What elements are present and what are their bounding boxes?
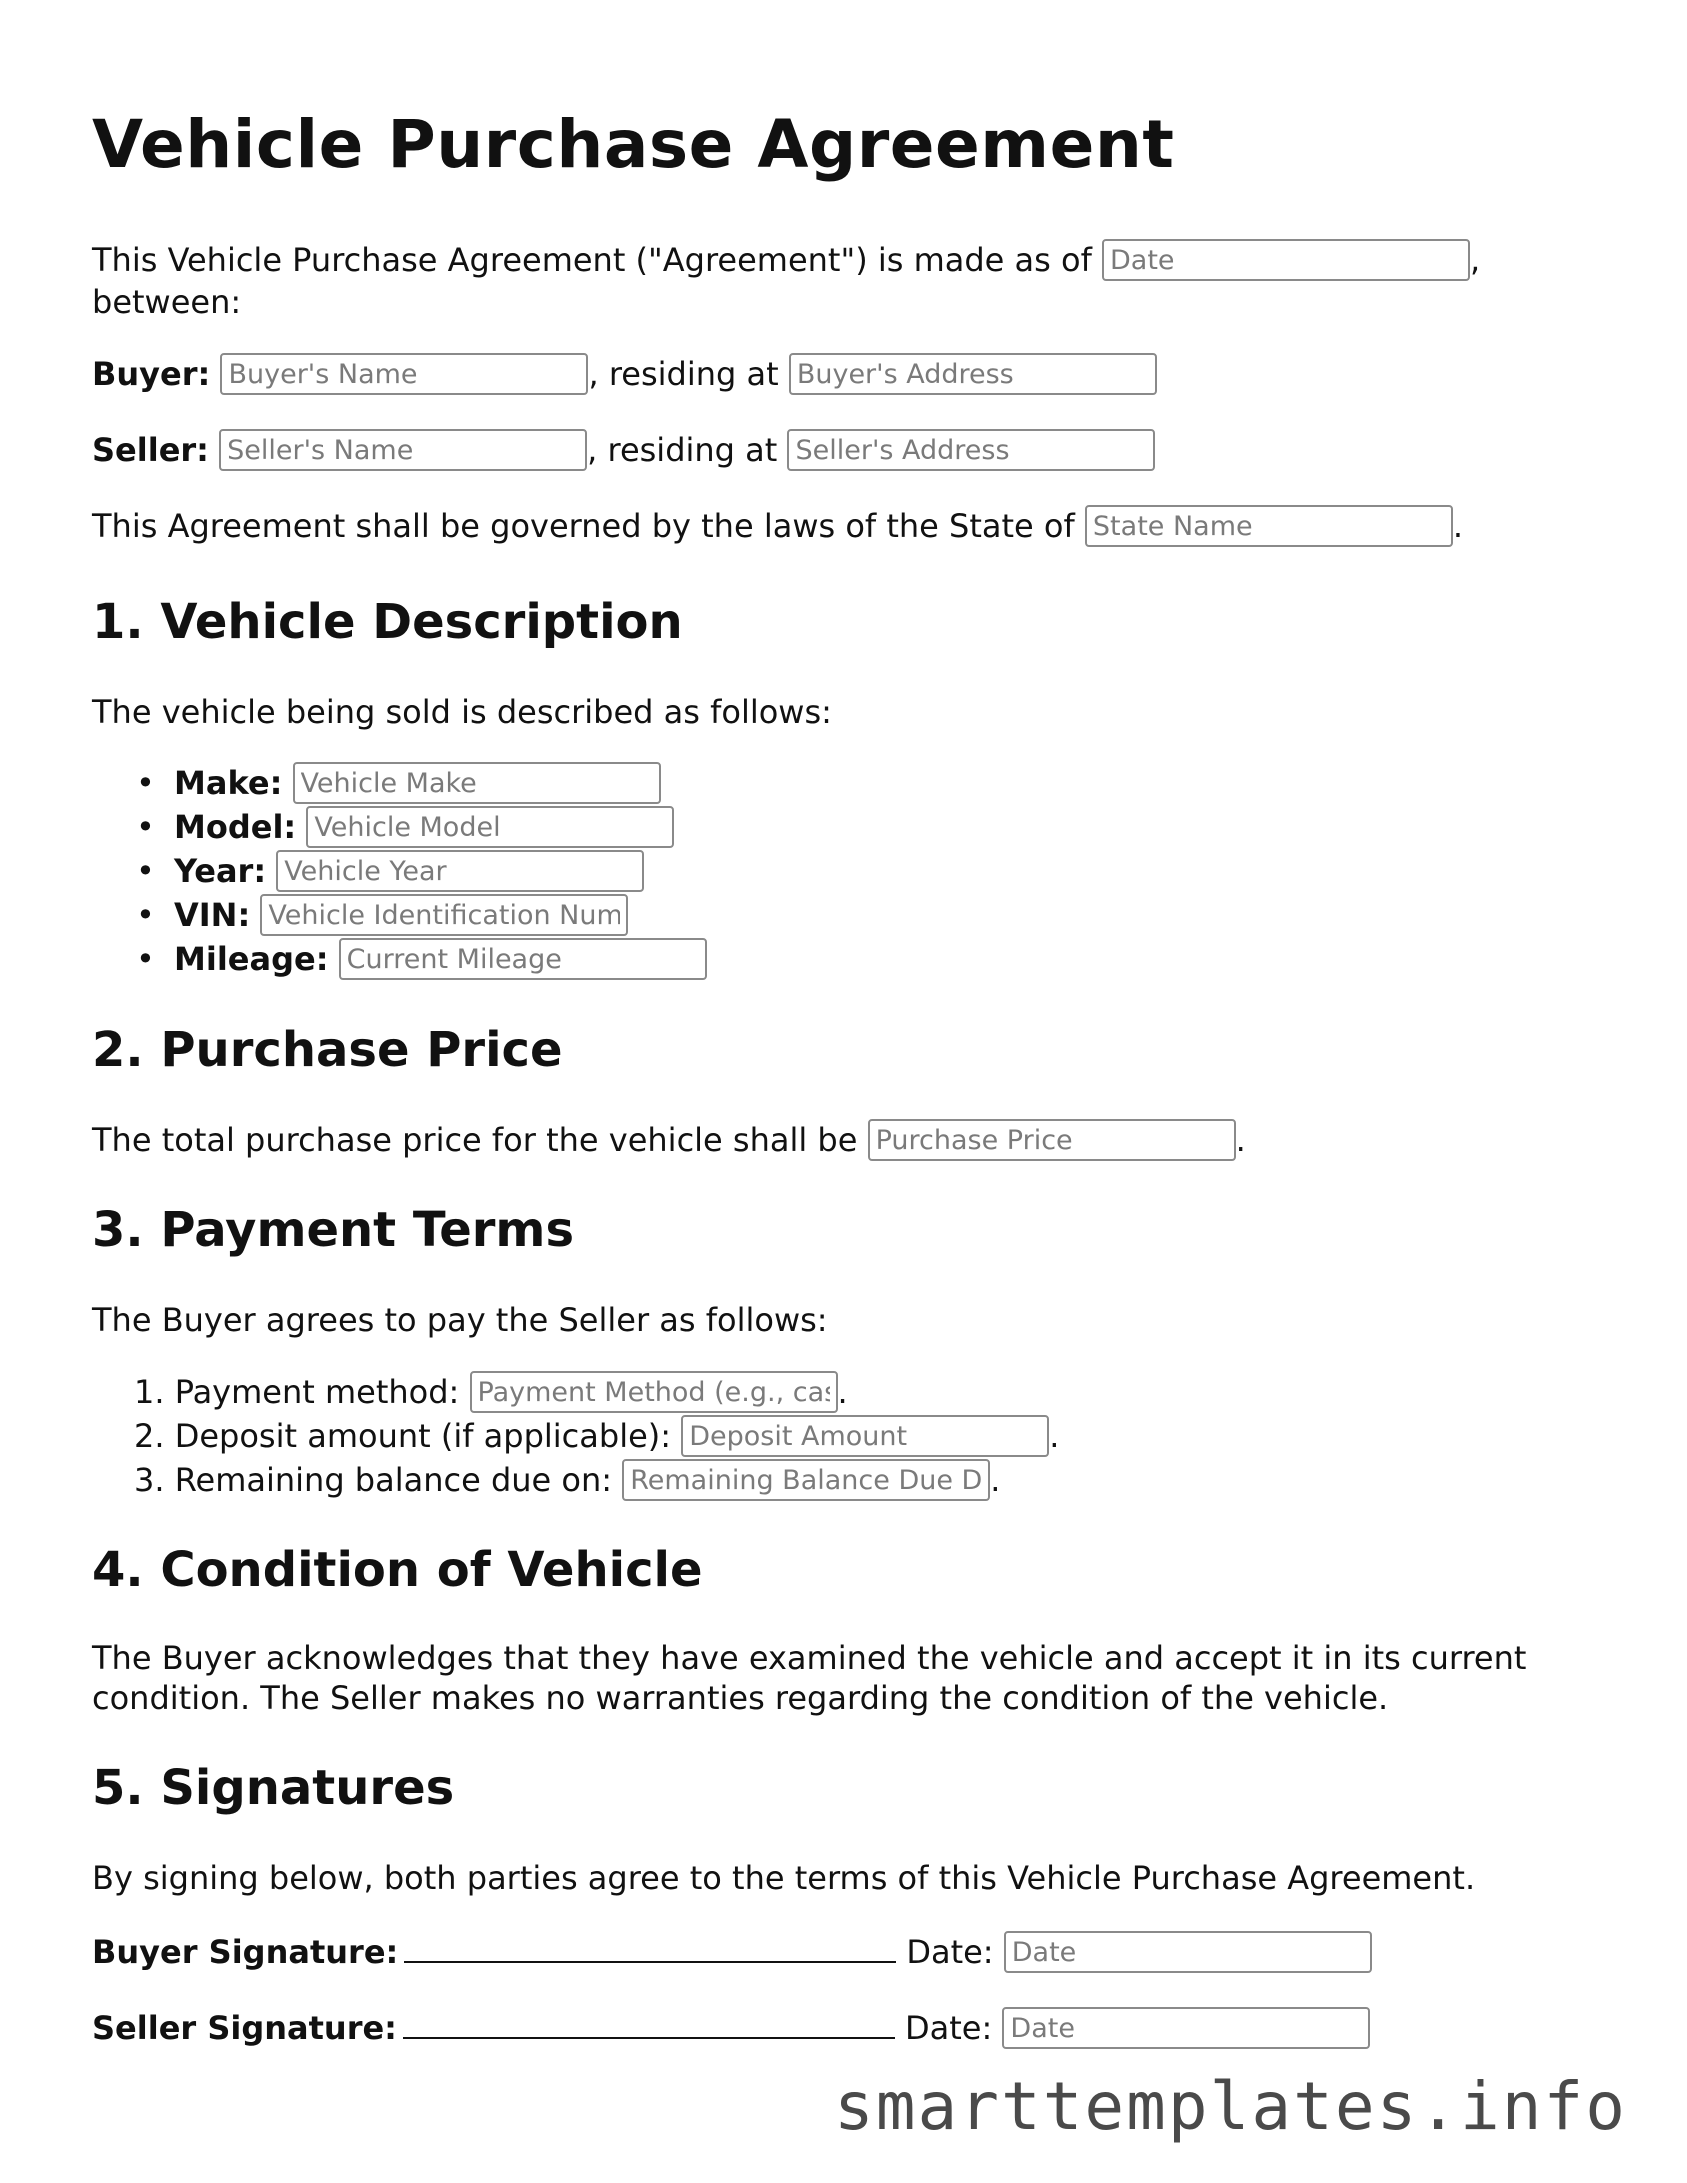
list-item [134, 1459, 1059, 1503]
vehicle-intro-text: The vehicle being sold is described as follows: [92, 693, 832, 731]
vehicle-details-list [92, 762, 707, 982]
buyer-signature-label: Buyer Signature: [92, 1933, 399, 1971]
signatures-intro-text: By signing below, both parties agree to the terms of this Vehicle Purchase Agreement. [92, 1859, 1476, 1897]
payment-num-1: 1. [134, 1373, 165, 1411]
intro-line [92, 240, 1480, 283]
agreement-date-input[interactable] [1102, 239, 1470, 281]
seller-address-input[interactable] [787, 429, 1155, 471]
balance-due-period: . [990, 1461, 1001, 1499]
section-heading-signatures: 5. Signatures [92, 1760, 455, 1816]
buyer-label: Buyer: [92, 355, 211, 393]
seller-signature-label: Seller Signature: [92, 2009, 397, 2047]
seller-signature-field[interactable] [403, 2009, 895, 2039]
buyer-address-input[interactable] [789, 353, 1157, 395]
price-text: The total purchase price for the vehicle shall be [92, 1121, 858, 1159]
price-period: . [1235, 1121, 1246, 1159]
list-item [174, 850, 707, 894]
payment-num-2: 2. [134, 1417, 165, 1455]
seller-label: Seller: [92, 431, 209, 469]
buyer-date-label: Date: [906, 1933, 994, 1971]
seller-line [92, 430, 1155, 473]
list-item [174, 806, 707, 850]
list-item [174, 894, 707, 938]
governing-text: This Agreement shall be governed by the laws of the State of [92, 507, 1075, 545]
intro-comma: , [1470, 241, 1481, 279]
section-heading-payment: 3. Payment Terms [92, 1202, 575, 1258]
payment-method-input[interactable] [470, 1371, 838, 1413]
payment-num-3: 3. [134, 1461, 165, 1499]
deposit-amount-label: Deposit amount (if applicable): [174, 1417, 672, 1455]
state-name-input[interactable] [1085, 505, 1453, 547]
make-label: Make: [174, 764, 283, 802]
mileage-label: Mileage: [174, 940, 329, 978]
price-line [92, 1120, 1246, 1163]
seller-name-input[interactable] [219, 429, 587, 471]
buyer-name-input[interactable] [220, 353, 588, 395]
payment-method-period: . [837, 1373, 848, 1411]
payment-method-label: Payment method: [174, 1373, 460, 1411]
payment-terms-list [92, 1371, 1059, 1503]
purchase-price-input[interactable] [868, 1119, 1236, 1161]
section-heading-vehicle: 1. Vehicle Description [92, 594, 683, 650]
document-title: Vehicle Purchase Agreement [92, 106, 1175, 183]
seller-signature-date-input[interactable] [1002, 2007, 1370, 2049]
year-label: Year: [174, 852, 267, 890]
section-heading-condition: 4. Condition of Vehicle [92, 1542, 703, 1598]
intro-text: This Vehicle Purchase Agreement ("Agreement") is made as of [92, 241, 1092, 279]
governing-line [92, 506, 1463, 549]
deposit-amount-input[interactable] [681, 1415, 1049, 1457]
buyer-signature-field[interactable] [404, 1933, 896, 1963]
vin-label: VIN: [174, 896, 251, 934]
vehicle-vin-input[interactable] [260, 894, 628, 936]
buyer-residing-text: , residing at [588, 355, 779, 393]
list-item [134, 1415, 1059, 1459]
deposit-amount-period: . [1049, 1417, 1060, 1455]
intro-between: between: [92, 283, 242, 321]
seller-residing-text: , residing at [587, 431, 778, 469]
balance-due-date-input[interactable] [622, 1459, 990, 1501]
list-item [174, 762, 707, 806]
vehicle-year-input[interactable] [276, 850, 644, 892]
governing-period: . [1452, 507, 1464, 545]
buyer-line [92, 354, 1157, 397]
vehicle-model-input[interactable] [306, 806, 674, 848]
buyer-signature-date-input[interactable] [1004, 1931, 1372, 1973]
condition-text: The Buyer acknowledges that they have examined the vehicle and accept it in its current condition. The Seller makes no warranties regarding the condition of the vehicle. [92, 1639, 1527, 1717]
model-label: Model: [174, 808, 297, 846]
balance-due-label: Remaining balance due on: [174, 1461, 613, 1499]
section-heading-price: 2. Purchase Price [92, 1022, 563, 1078]
vehicle-make-input[interactable] [293, 762, 661, 804]
payment-intro-text: The Buyer agrees to pay the Seller as follows: [92, 1301, 828, 1339]
buyer-signature-line [92, 1932, 1372, 1975]
list-item [134, 1371, 1059, 1415]
watermark-text: smarttemplates.info [834, 2068, 1627, 2145]
list-item [174, 938, 707, 982]
vehicle-mileage-input[interactable] [339, 938, 707, 980]
seller-date-label: Date: [904, 2009, 993, 2047]
seller-signature-line [92, 2008, 1370, 2051]
